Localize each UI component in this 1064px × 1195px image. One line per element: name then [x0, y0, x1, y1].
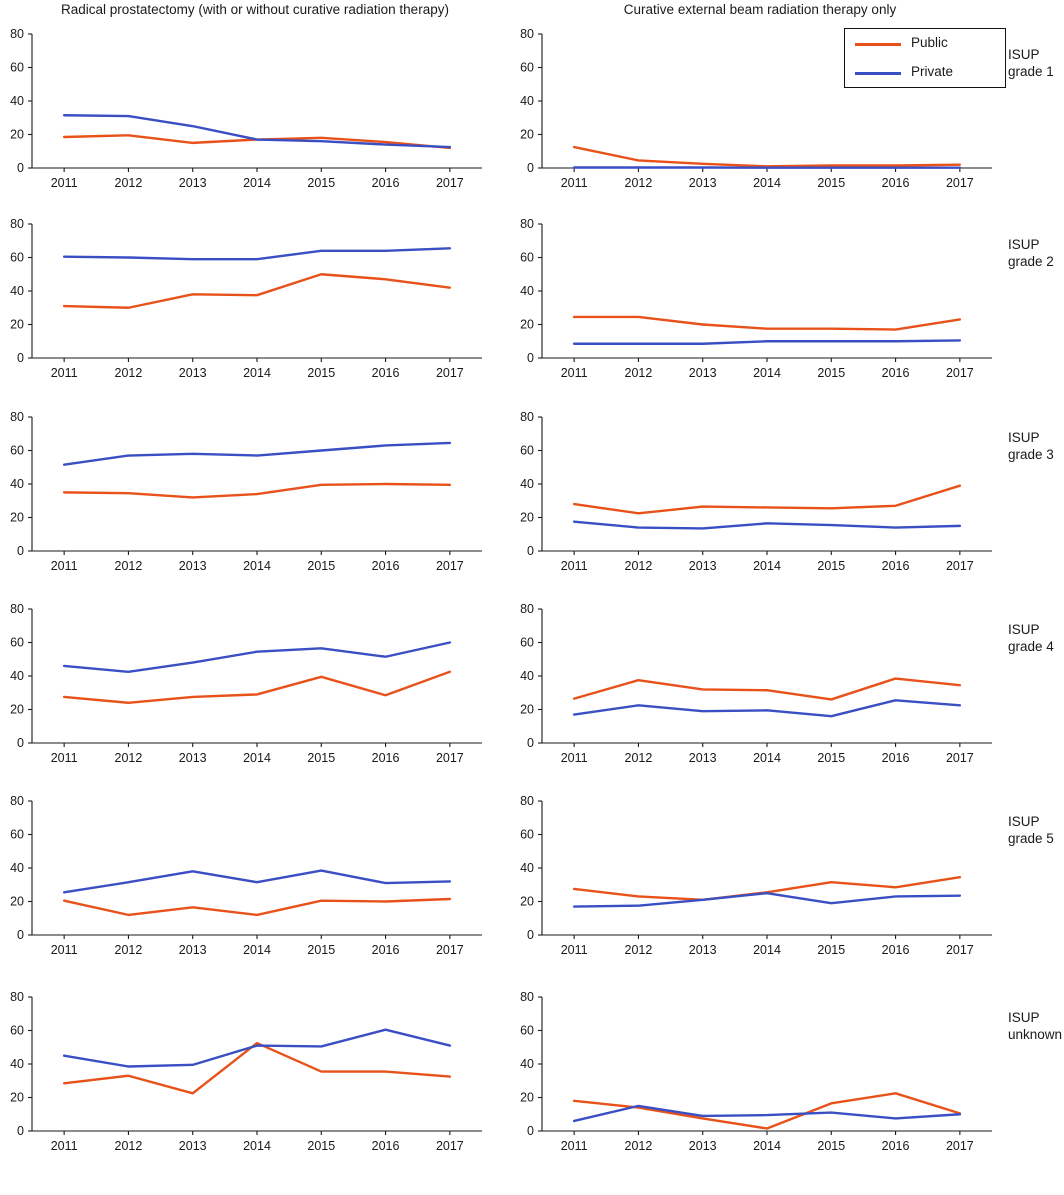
x-tick-label: 2017: [945, 751, 974, 765]
series-line-private: [64, 643, 450, 672]
x-tick-label: 2016: [881, 366, 910, 380]
series-line-public: [64, 1043, 450, 1093]
y-tick-label: 80: [520, 410, 534, 424]
x-tick-label: 2011: [560, 943, 588, 957]
y-tick-label: 60: [520, 1023, 534, 1038]
x-tick-label: 2017: [435, 1139, 464, 1153]
series-line-private: [64, 1030, 450, 1067]
y-tick-label: 0: [17, 351, 24, 365]
row-label-line-1: ISUP: [1008, 47, 1040, 62]
x-tick-label: 2015: [817, 751, 846, 765]
x-tick-label: 2012: [114, 1139, 143, 1153]
x-tick-label: 2013: [688, 1139, 717, 1153]
column-title-radiation-therapy: Curative external beam radiation therapy only: [623, 2, 897, 17]
x-tick-label: 2016: [371, 176, 400, 190]
x-tick-label: 2017: [945, 943, 974, 957]
x-tick-label: 2017: [435, 366, 464, 380]
x-tick-label: 2014: [753, 366, 781, 380]
y-tick-label: 0: [527, 736, 534, 750]
x-tick-label: 2015: [307, 366, 336, 380]
row-label-line-2: grade 2: [1008, 254, 1054, 269]
x-tick-label: 2013: [688, 559, 717, 573]
row-label-line-1: ISUP: [1008, 814, 1040, 829]
x-tick-label: 2013: [178, 559, 207, 573]
x-tick-label: 2013: [178, 1139, 207, 1153]
x-tick-label: 2011: [50, 943, 78, 957]
x-tick-label: 2014: [753, 559, 781, 573]
row-label-line-2: grade 1: [1008, 64, 1054, 79]
x-tick-label: 2012: [114, 943, 143, 957]
y-tick-label: 60: [10, 827, 24, 842]
y-tick-label: 20: [520, 127, 534, 142]
x-tick-label: 2015: [307, 176, 336, 190]
y-tick-label: 60: [520, 827, 534, 842]
chart-panel-isup4-rp: [0, 597, 500, 767]
series-line-private: [64, 871, 450, 893]
x-tick-label: 2017: [945, 1139, 974, 1153]
y-tick-label: 40: [520, 1057, 534, 1071]
y-tick-label: 60: [10, 250, 24, 265]
row-label-isup5: [1008, 813, 1064, 847]
y-tick-label: 0: [527, 1124, 534, 1138]
x-tick-label: 2016: [371, 943, 400, 957]
x-tick-label: 2015: [817, 559, 846, 573]
y-tick-label: 40: [520, 94, 534, 108]
legend-label-private: Private: [911, 64, 954, 79]
y-tick-label: 0: [17, 1124, 24, 1138]
row-label-line-1: ISUP: [1008, 237, 1040, 252]
x-tick-label: 2016: [881, 1139, 910, 1153]
y-tick-label: 0: [527, 928, 534, 942]
row-label-line-1: ISUP: [1008, 1010, 1040, 1025]
x-tick-label: 2015: [817, 943, 846, 957]
series-line-private: [574, 522, 960, 529]
y-tick-label: 0: [17, 161, 24, 175]
y-tick-label: 0: [527, 351, 534, 365]
x-tick-label: 2014: [243, 176, 271, 190]
x-tick-label: 2016: [371, 1139, 400, 1153]
chart-panel-isupu-ebrt: [510, 985, 1010, 1155]
x-tick-label: 2011: [560, 559, 588, 573]
x-tick-label: 2016: [371, 366, 400, 380]
x-tick-label: 2012: [114, 751, 143, 765]
y-tick-label: 0: [527, 161, 534, 175]
x-tick-label: 2012: [624, 943, 653, 957]
x-tick-label: 2017: [945, 176, 974, 190]
x-tick-label: 2011: [560, 366, 588, 380]
series-line-public: [64, 135, 450, 148]
x-tick-label: 2013: [688, 366, 717, 380]
y-tick-label: 80: [10, 27, 24, 41]
y-tick-label: 80: [520, 217, 534, 231]
y-tick-label: 80: [520, 990, 534, 1004]
legend-swatch-public: [855, 43, 901, 46]
chart-panel-isup5-rp: [0, 789, 500, 959]
x-tick-label: 2014: [243, 366, 271, 380]
series-line-public: [574, 317, 960, 330]
y-tick-label: 20: [10, 510, 24, 525]
y-tick-label: 40: [10, 1057, 24, 1071]
y-tick-label: 80: [10, 217, 24, 231]
x-tick-label: 2014: [753, 751, 781, 765]
y-tick-label: 60: [520, 60, 534, 75]
y-tick-label: 80: [10, 794, 24, 808]
x-tick-label: 2012: [114, 366, 143, 380]
x-tick-label: 2016: [881, 943, 910, 957]
x-tick-label: 2017: [945, 559, 974, 573]
x-tick-label: 2017: [435, 751, 464, 765]
y-tick-label: 40: [520, 477, 534, 491]
row-label-line-2: grade 3: [1008, 447, 1054, 462]
row-label-isupu: [1008, 1009, 1064, 1043]
x-tick-label: 2013: [688, 176, 717, 190]
x-tick-label: 2011: [50, 176, 78, 190]
x-tick-label: 2014: [243, 943, 271, 957]
x-tick-label: 2012: [624, 176, 653, 190]
row-label-isup3: [1008, 429, 1064, 463]
series-line-private: [574, 700, 960, 716]
y-tick-label: 80: [10, 410, 24, 424]
series-line-private: [574, 340, 960, 343]
y-tick-label: 20: [10, 894, 24, 909]
chart-panel-isup3-ebrt: [510, 405, 1010, 575]
x-tick-label: 2014: [753, 943, 781, 957]
y-tick-label: 60: [10, 443, 24, 458]
y-tick-label: 20: [520, 894, 534, 909]
x-tick-label: 2011: [50, 559, 78, 573]
legend-entry-private: [845, 58, 1005, 88]
x-tick-label: 2017: [435, 176, 464, 190]
legend-swatch-private: [855, 72, 901, 75]
row-label-isup1: [1008, 46, 1064, 80]
row-label-line-2: grade 5: [1008, 831, 1054, 846]
y-tick-label: 40: [10, 284, 24, 298]
x-tick-label: 2016: [371, 751, 400, 765]
legend-label-public: Public: [911, 35, 948, 50]
y-tick-label: 20: [10, 317, 24, 332]
x-tick-label: 2013: [178, 751, 207, 765]
x-tick-label: 2013: [178, 366, 207, 380]
series-line-public: [574, 1093, 960, 1128]
x-tick-label: 2015: [817, 1139, 846, 1153]
row-label-isup4: [1008, 621, 1064, 655]
chart-panel-isup1-rp: [0, 22, 500, 192]
x-tick-label: 2011: [560, 751, 588, 765]
chart-panel-isupu-rp: [0, 985, 500, 1155]
x-tick-label: 2015: [817, 366, 846, 380]
y-tick-label: 20: [520, 1090, 534, 1105]
x-tick-label: 2015: [307, 943, 336, 957]
x-tick-label: 2015: [817, 176, 846, 190]
row-label-line-2: unknown: [1008, 1027, 1063, 1042]
x-tick-label: 2013: [178, 176, 207, 190]
y-tick-label: 80: [520, 602, 534, 616]
x-tick-label: 2011: [50, 1139, 78, 1153]
y-tick-label: 0: [17, 736, 24, 750]
y-tick-label: 60: [520, 250, 534, 265]
x-tick-label: 2011: [50, 366, 78, 380]
y-tick-label: 60: [10, 635, 24, 650]
y-tick-label: 40: [10, 669, 24, 683]
legend-entry-public: [845, 29, 1005, 59]
y-tick-label: 80: [10, 990, 24, 1004]
y-tick-label: 20: [10, 702, 24, 717]
series-line-private: [64, 443, 450, 465]
row-label-line-1: ISUP: [1008, 622, 1040, 637]
y-tick-label: 0: [17, 544, 24, 558]
x-tick-label: 2011: [560, 1139, 588, 1153]
x-tick-label: 2013: [178, 943, 207, 957]
series-line-public: [64, 274, 450, 308]
y-tick-label: 20: [10, 1090, 24, 1105]
x-tick-label: 2012: [624, 366, 653, 380]
x-tick-label: 2011: [50, 751, 78, 765]
chart-panel-isup3-rp: [0, 405, 500, 575]
x-tick-label: 2015: [307, 559, 336, 573]
chart-panel-isup2-ebrt: [510, 212, 1010, 382]
x-tick-label: 2016: [881, 751, 910, 765]
x-tick-label: 2012: [624, 1139, 653, 1153]
x-tick-label: 2016: [881, 176, 910, 190]
y-tick-label: 20: [520, 510, 534, 525]
x-tick-label: 2017: [945, 366, 974, 380]
y-tick-label: 60: [10, 1023, 24, 1038]
x-tick-label: 2012: [624, 559, 653, 573]
x-tick-label: 2014: [753, 1139, 781, 1153]
series-line-public: [574, 486, 960, 514]
y-tick-label: 0: [527, 544, 534, 558]
x-tick-label: 2014: [243, 559, 271, 573]
x-tick-label: 2012: [624, 751, 653, 765]
row-label-line-2: grade 4: [1008, 639, 1054, 654]
y-tick-label: 40: [520, 669, 534, 683]
column-title-radical-prostatectomy: Radical prostatectomy (with or without curative radiation therapy): [61, 2, 449, 17]
legend: [844, 28, 1006, 88]
x-tick-label: 2017: [435, 559, 464, 573]
chart-panel-isup4-ebrt: [510, 597, 1010, 767]
y-tick-label: 40: [520, 861, 534, 875]
x-tick-label: 2014: [243, 751, 271, 765]
x-tick-label: 2017: [435, 943, 464, 957]
series-line-public: [64, 484, 450, 497]
x-tick-label: 2013: [688, 943, 717, 957]
chart-panel-isup2-rp: [0, 212, 500, 382]
series-line-public: [64, 899, 450, 915]
row-label-line-1: ISUP: [1008, 430, 1040, 445]
y-tick-label: 80: [10, 602, 24, 616]
y-tick-label: 80: [520, 27, 534, 41]
y-tick-label: 40: [520, 284, 534, 298]
series-line-public: [64, 672, 450, 703]
y-tick-label: 20: [520, 702, 534, 717]
y-tick-label: 60: [10, 60, 24, 75]
x-tick-label: 2013: [688, 751, 717, 765]
x-tick-label: 2012: [114, 559, 143, 573]
x-tick-label: 2016: [371, 559, 400, 573]
y-tick-label: 40: [10, 477, 24, 491]
row-label-isup2: [1008, 236, 1064, 270]
x-tick-label: 2011: [560, 176, 588, 190]
x-tick-label: 2015: [307, 1139, 336, 1153]
x-tick-label: 2012: [114, 176, 143, 190]
y-tick-label: 20: [10, 127, 24, 142]
series-line-public: [574, 679, 960, 700]
x-tick-label: 2016: [881, 559, 910, 573]
y-tick-label: 60: [520, 635, 534, 650]
y-tick-label: 20: [520, 317, 534, 332]
chart-panel-isup5-ebrt: [510, 789, 1010, 959]
series-line-private: [64, 248, 450, 259]
y-tick-label: 80: [520, 794, 534, 808]
y-tick-label: 0: [17, 928, 24, 942]
y-tick-label: 60: [520, 443, 534, 458]
y-tick-label: 40: [10, 94, 24, 108]
x-tick-label: 2014: [243, 1139, 271, 1153]
x-tick-label: 2015: [307, 751, 336, 765]
series-line-public: [574, 147, 960, 166]
series-line-private: [574, 1106, 960, 1121]
x-tick-label: 2014: [753, 176, 781, 190]
y-tick-label: 40: [10, 861, 24, 875]
